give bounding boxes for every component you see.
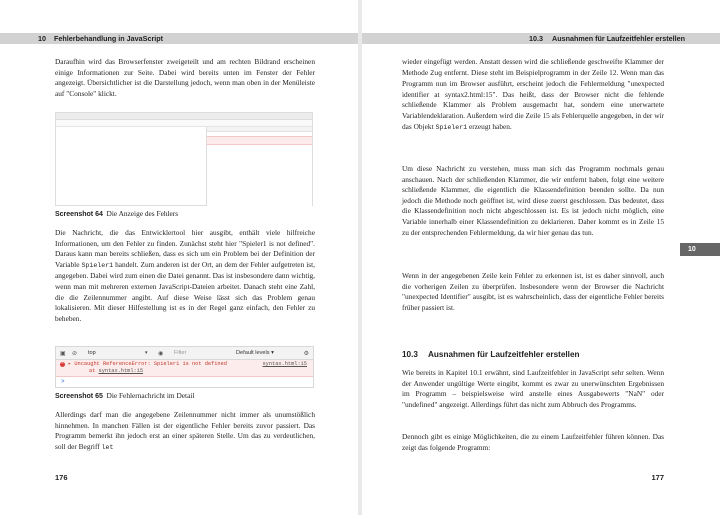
panel-toggle-icon[interactable]: ▣ [60,351,66,357]
screenshot-console [55,346,314,388]
paragraph: wieder eingefügt werden. Anstatt dessen wird die schließende geschweifte Klammer der Methode Zug entfernt. Diese steht im Beispielprogramm in der Zeile 12. Wenn man das Programm nun im Browser ausführt, erscheint jedoch die Fehlermeldung "unexpected identifier at syntax2.html:15". Das heißt, dass der Browser nicht die fehlende schließende Klammer als Problem ausgemacht hat, sondern eine unerwartete Variablendeklaration. Außerdem wird die Zeile 15 als Fehlerquelle angegeben, in der wir das Objekt Spieler1 erzeugt haben. [402,57,664,131]
error-message: ▸ Uncaught ReferenceError: Spieler1 is not defined [68,361,227,367]
chapter-title: Fehlerbehandlung in JavaScript [54,34,164,43]
paragraph: Allerdings darf man die angegebene Zeilennummer nicht immer als unumstößlich hinnehmen. In manchen Fällen ist der eigentliche Fehler bereits zuvor passiert. Das Programm bemerkt ihn jedoch erst an einer späteren Stelle. Um das zu verdeutlichen, soll der Begriff let [55,410,315,451]
chevron-down-icon[interactable]: ▼ [144,350,149,355]
inline-code: Spieler1 [435,123,468,131]
clear-console-icon[interactable]: ⊘ [72,351,78,357]
browser-address-bar [56,120,312,127]
left-page [0,0,358,515]
figure-caption [55,209,178,220]
section-heading [402,350,580,359]
paragraph: Wie bereits in Kapitel 10.1 erwähnt, sind Laufzeitfehler in JavaScript sehr selten. Wenn der Anwender ungültige Werte eingibt, kommt es zwar zu unerwünschten Ergebnissen im Programm – beispielsweise wird anstelle eines Ausgabewerts "NaN" oder "undefined" angezeigt. Allerdings führt das nicht zum Abbruch des Programms. [402,368,664,409]
chapter-thumb-tab: 10 [680,243,720,256]
chapter-number: 10 [38,34,46,43]
running-header [362,33,720,44]
console-prompt[interactable]: > [61,379,65,385]
heading-text: Ausnahmen für Laufzeitfehler erstellen [428,350,580,359]
console-toolbar [56,347,313,360]
context-selector[interactable]: top [88,350,96,356]
devtools-toolbar [207,127,312,132]
section-number: 10.3 [529,34,543,43]
caption-label: Screenshot 64 [55,211,103,218]
log-levels-dropdown[interactable]: Default levels ▾ [236,350,274,356]
error-icon: × [61,362,64,366]
inline-code: let [101,443,114,451]
browser-tab-bar [56,113,312,120]
caption-label: Screenshot 65 [55,393,103,400]
page-number: 176 [55,473,68,482]
figure-caption [55,391,194,402]
stack-link[interactable]: syntax.html:15 [98,368,144,374]
inline-code: Spieler1 [81,261,114,269]
screenshot-browser-devtools [55,112,313,206]
filter-input[interactable]: Filter [174,350,187,356]
right-page [362,0,720,515]
paragraph: Dennoch gibt es einige Möglichkeiten, die zu einem Laufzeitfehler führen können. Das zeigt das folgende Programm: [402,432,664,452]
source-link[interactable]: syntax.html:15 [262,361,307,367]
caption-text: Die Fehlernachricht im Detail [106,391,195,400]
console-error-row [56,360,313,377]
devtools-panel [206,127,312,206]
error-stack-line: at syntax.html:15 [89,368,144,374]
running-header [0,33,358,44]
devtools-error-row [207,136,312,145]
paragraph: Daraufhin wird das Browserfenster zweigeteilt und am rechten Bildrand erscheinen einige Informationen zur Seite. Dabei wird bereits unten im Fenster der Fehler angezeigt. Übersichtlicher ist die Darstellung jedoch, wenn man oben in der Menüleiste auf "Console" klickt. [55,57,315,98]
eye-icon[interactable]: ◉ [158,351,164,357]
inline-code: Zug [430,69,443,77]
caption-text: Die Anzeige des Fehlers [106,209,179,218]
page-number: 177 [651,473,664,482]
paragraph: Um diese Nachricht zu verstehen, muss man sich das Programm nochmals genau anschauen. Nach der schließenden Klammer, die wir entfernt haben, folgt eine weitere schließende Klammer, die eigentlich die Klassendefinition beenden sollte. Da nun jedoch die Methode noch geöffnet ist, wird diese zuerst geschlossen. Das bedeutet, dass die Klassendefinition noch nicht abgeschlossen ist. Es ist jedoch nicht möglich, eine Variable innerhalb einer Klassendefinition zu deklarieren. Daher kommt es in Zeile 15 zu der entsprechenden Fehlermeldung, da wir hier genau das tun. [402,164,664,237]
paragraph: Wenn in der angegebenen Zeile kein Fehler zu erkennen ist, ist es daher sinnvoll, auch die vorherigen Zeilen zu überprüfen. Insbesondere wenn der Browser die Nachricht "unexpected Identifier" ausgibt, ist es wahrscheinlich, dass der eigentliche Fehler bereits früher passiert ist. [402,271,664,312]
gear-icon[interactable]: ⚙ [303,351,309,357]
heading-number: 10.3 [402,350,418,359]
section-title: Ausnahmen für Laufzeitfehler erstellen [552,34,685,43]
paragraph: Die Nachricht, die das Entwicklertool hier ausgibt, enthält viele hilfreiche Informationen, um den Fehler zu finden. Zunächst steht hier "Spieler1 is not defined". Daraus kann man bereits schließen, dass es sich um ein Problem bei der Definition der Variable Spieler1 handelt. Zum anderen ist der Ort, an dem der Fehler aufgetreten ist, angegeben. Dabei wird zum einen die Datei genannt. Das ist insbesondere dann wichtig, wenn man mit mehreren externen JavaScript-Dateien arbeitet. Danach steht eine Zahl, die die Zeilennummer angibt. Auf diese Weise lässt sich das Problem genau lokalisieren. Mit dieser Hilfestellung ist es in der Regel ganz einfach, den Fehler zu beheben. [55,228,316,323]
